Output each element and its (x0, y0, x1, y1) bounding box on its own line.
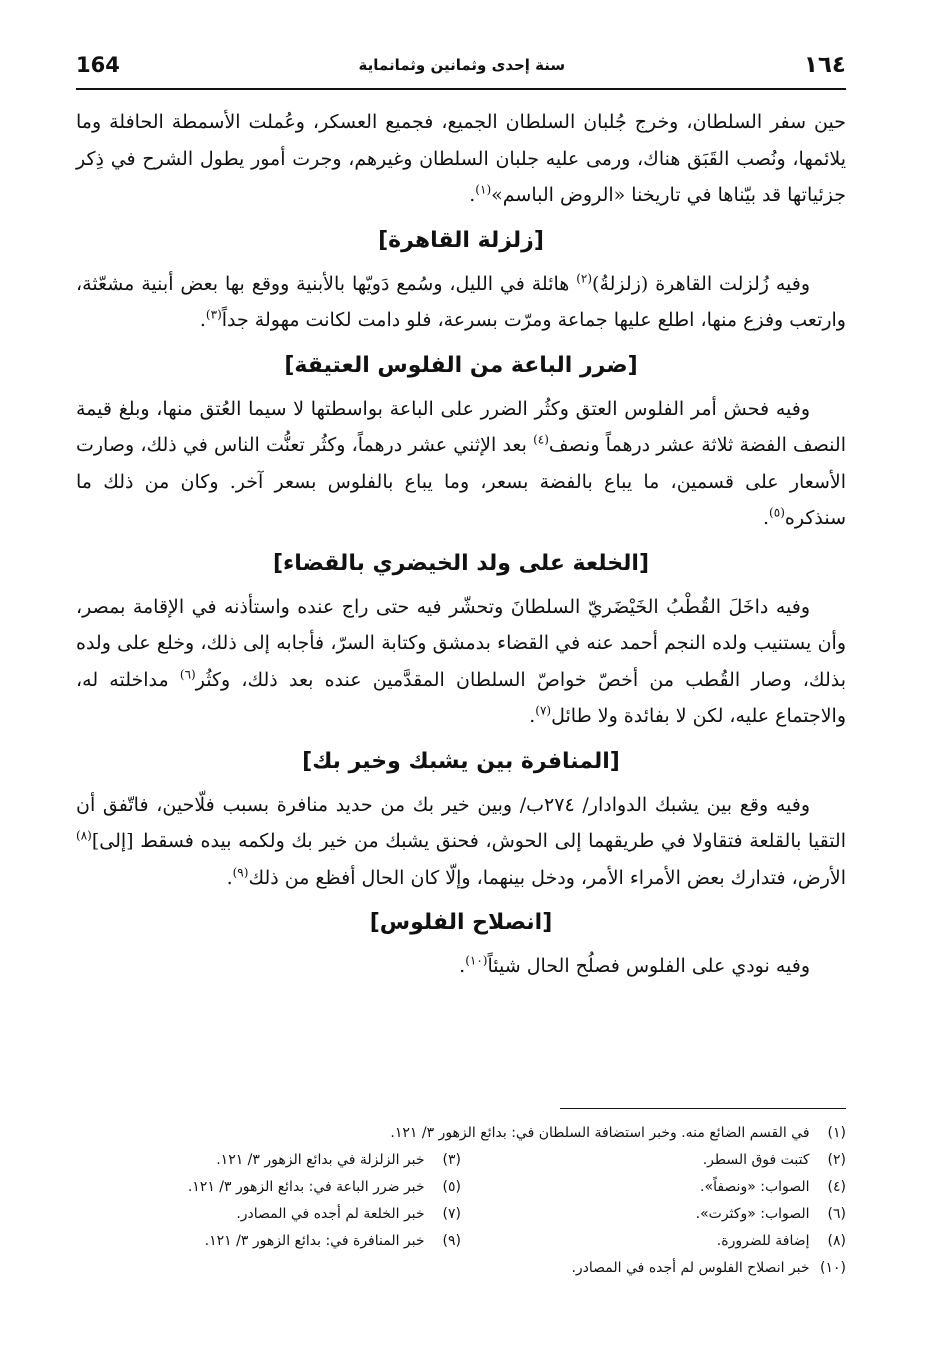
paragraph-end: . (469, 184, 476, 206)
footnote-mark: (٩) (442, 1233, 461, 1249)
footnote-mark: (٨) (827, 1233, 846, 1249)
footnote-mark: (١) (827, 1125, 846, 1141)
paragraph-text: بعد الإثني عشر درهماً، وكثُر تعنُّت الناس في ذلك، وصارت الأسعار على قسمين، ما يباع بالفضة بسعر، وما يباع بالفلوس بسعر آخر. وكان من ذلك ما سنذكره (76, 434, 846, 529)
footnote-item (461, 1147, 846, 1174)
footnote-mark: (١٠) (820, 1260, 846, 1276)
header-divider (76, 88, 846, 90)
paragraph-text: وفيه وقع بين يشبك الدوادار/ ٢٧٤ب/ وبين خير بك من حديد منافرة بسبب فلّاحين، فاتّفق أن التقيا بالقلعة فتقاولا في طريقهما إلى الحوش، فحنق يشبك من خير بك ولكمه بيده فسقط [إلى] (76, 793, 846, 852)
footnote-ref: (٩) (232, 865, 249, 880)
paragraph-text: وفيه داخَلَ القُطْبُ الخَيْضَريّ السلطانَ وتحشّر فيه حتى راج عنده واستأذنه في الإقامة بمصر، وأن يستنيب ولده النجم أحمد عنه في القضاء بدمشق وكتابة السرّ، فأجابه إلى ذلك، وخلع على ولده بذلك، وصار القُطب من أخصّ خواصّ السلطان المقدَّمين عنده بعد ذلك، وكثُر (76, 595, 846, 691)
paragraph-text: حين سفر السلطان، وخرج جُلبان السلطان الجميع، فجميع العسكر، وعُملت الأسمطة الحافلة وما يلائمها، ونُصب القَبَق هناك، ورمى عليه جلبان السلطان وغيرهم، وجرت أمور يطول الشرح في ذِكر جزئياتها قد بيّناها في تاريخنا «الروض الباسم» (76, 111, 846, 206)
footnote-text: خبر انصلاح الفلوس لم أجده في المصادر. (571, 1260, 810, 1276)
footnote-text: الصواب: «ونصفاً». (700, 1179, 810, 1195)
footnote-mark: (٥) (442, 1179, 461, 1195)
paragraph-end: . (226, 866, 233, 889)
paragraph-text: هائلة في الليل، وسُمع دَويّها بالأبنية ووقع بها بعض أبنية مشعّثة، وارتعب وفزع منها، اطلع عليها جماعة ومرّت بسرعة، فلو دامت لكانت مهولة جداً (76, 272, 846, 331)
section-heading-reform: [انصلاح الفلوس] (369, 910, 553, 935)
footnote-mark: (٣) (442, 1152, 461, 1168)
footnote-row (76, 1120, 846, 1147)
footnote-item (76, 1120, 846, 1147)
footnote-ref: (٧) (535, 703, 552, 718)
paragraph-text: وفيه نودي على الفلوس فصلُح الحال شيئاً (487, 955, 810, 977)
footnote-mark: (٢) (827, 1152, 846, 1168)
section-heading-quarrel: [المنافرة بين يشبك وخير بك] (302, 748, 620, 774)
paragraph-end: . (459, 955, 466, 977)
footnote-item (76, 1147, 461, 1174)
paragraph-continuation (76, 104, 846, 214)
footnote-item (76, 1255, 846, 1282)
footnote-ref: (١) (475, 182, 492, 197)
paragraph-quarrel (76, 787, 846, 897)
footnote-row (76, 1228, 846, 1255)
page-header (76, 44, 846, 86)
paragraph-text: وفيه زُلزلت القاهرة (زلزلةُ) (592, 272, 810, 295)
footnote-text: الصواب: «وكثرت». (695, 1206, 810, 1222)
footnote-ref: (٤) (533, 432, 549, 447)
footnote-item (76, 1201, 461, 1228)
paragraph-robe (76, 589, 846, 735)
section-heading-coins: [ضرر الباعة من الفلوس العتيقة] (284, 352, 638, 378)
paragraph-text: الأرض، فتدارك بعض الأمراء الأمر، ودخل بينهما، وإلّا كان الحال أفظع من ذلك (248, 866, 846, 889)
paragraph-earthquake (76, 266, 846, 339)
footnote-ref: (٥) (769, 505, 785, 520)
footnote-row (76, 1201, 846, 1228)
footnote-ref: (٨) (76, 828, 92, 843)
footnote-ref: (٢) (576, 271, 593, 286)
footnote-ref: (٦) (179, 667, 196, 682)
running-title: سنة إحدى وثمانين وثمانماية (358, 56, 566, 74)
footnote-text: في القسم الضائع منه. وخبر استضافة السلطان في: بدائع الزهور ٣/ ١٢١. (390, 1125, 810, 1141)
footnote-divider (560, 1108, 846, 1109)
footnote-mark: (٦) (827, 1206, 846, 1222)
footnote-text: كتبت فوق السطر. (702, 1152, 810, 1168)
paragraph-text: مداخلته له، والاجتماع عليه، لكن لا بفائدة ولا طائل (76, 668, 846, 727)
page-number-latin: 164 (76, 53, 120, 77)
footnote-ref: (١٠) (465, 953, 488, 968)
main-text (76, 104, 846, 985)
footnote-item (76, 1174, 461, 1201)
footnote-text: خبر ضرر الباعة في: بدائع الزهور ٣/ ١٢١. (187, 1179, 425, 1195)
footnote-item (461, 1201, 846, 1228)
paragraph-end: . (199, 309, 206, 331)
footnote-row (76, 1255, 846, 1282)
footnote-item (461, 1174, 846, 1201)
footnote-text: خبر الزلزلة في بدائع الزهور ٣/ ١٢١. (216, 1152, 425, 1168)
footnote-item (461, 1228, 846, 1255)
footnote-item (76, 1228, 461, 1255)
footnote-text: إضافة للضرورة. (716, 1233, 810, 1249)
footnotes (76, 1120, 846, 1282)
footnote-text: خبر الخلعة لم أجده في المصادر. (236, 1206, 425, 1222)
footnote-mark: (٧) (442, 1206, 461, 1222)
footnote-text: خبر المنافرة في: بدائع الزهور ٣/ ١٢١. (204, 1233, 425, 1249)
paragraph-end: . (529, 705, 536, 727)
paragraph-text: وفيه فحش أمر الفلوس العتق وكثُر الضرر على الباعة بواسطتها لا سيما العُتق منها، وبلغ قيمة النصف الفضة ثلاثة عشر درهماً ونصف (76, 397, 846, 456)
footnote-mark: (٤) (827, 1179, 846, 1195)
paragraph-end: . (763, 507, 770, 529)
footnote-row (76, 1147, 846, 1174)
section-heading-robe: [الخلعة على ولد الخيضري بالقضاء] (272, 550, 650, 576)
paragraph-reform (76, 948, 846, 985)
footnote-ref: (٣) (205, 307, 222, 322)
footnote-row (76, 1174, 846, 1201)
section-heading-earthquake: [زلزلة القاهرة] (378, 227, 544, 253)
paragraph-coins (76, 391, 846, 537)
page-number-arabic: ١٦٤ (803, 52, 846, 78)
